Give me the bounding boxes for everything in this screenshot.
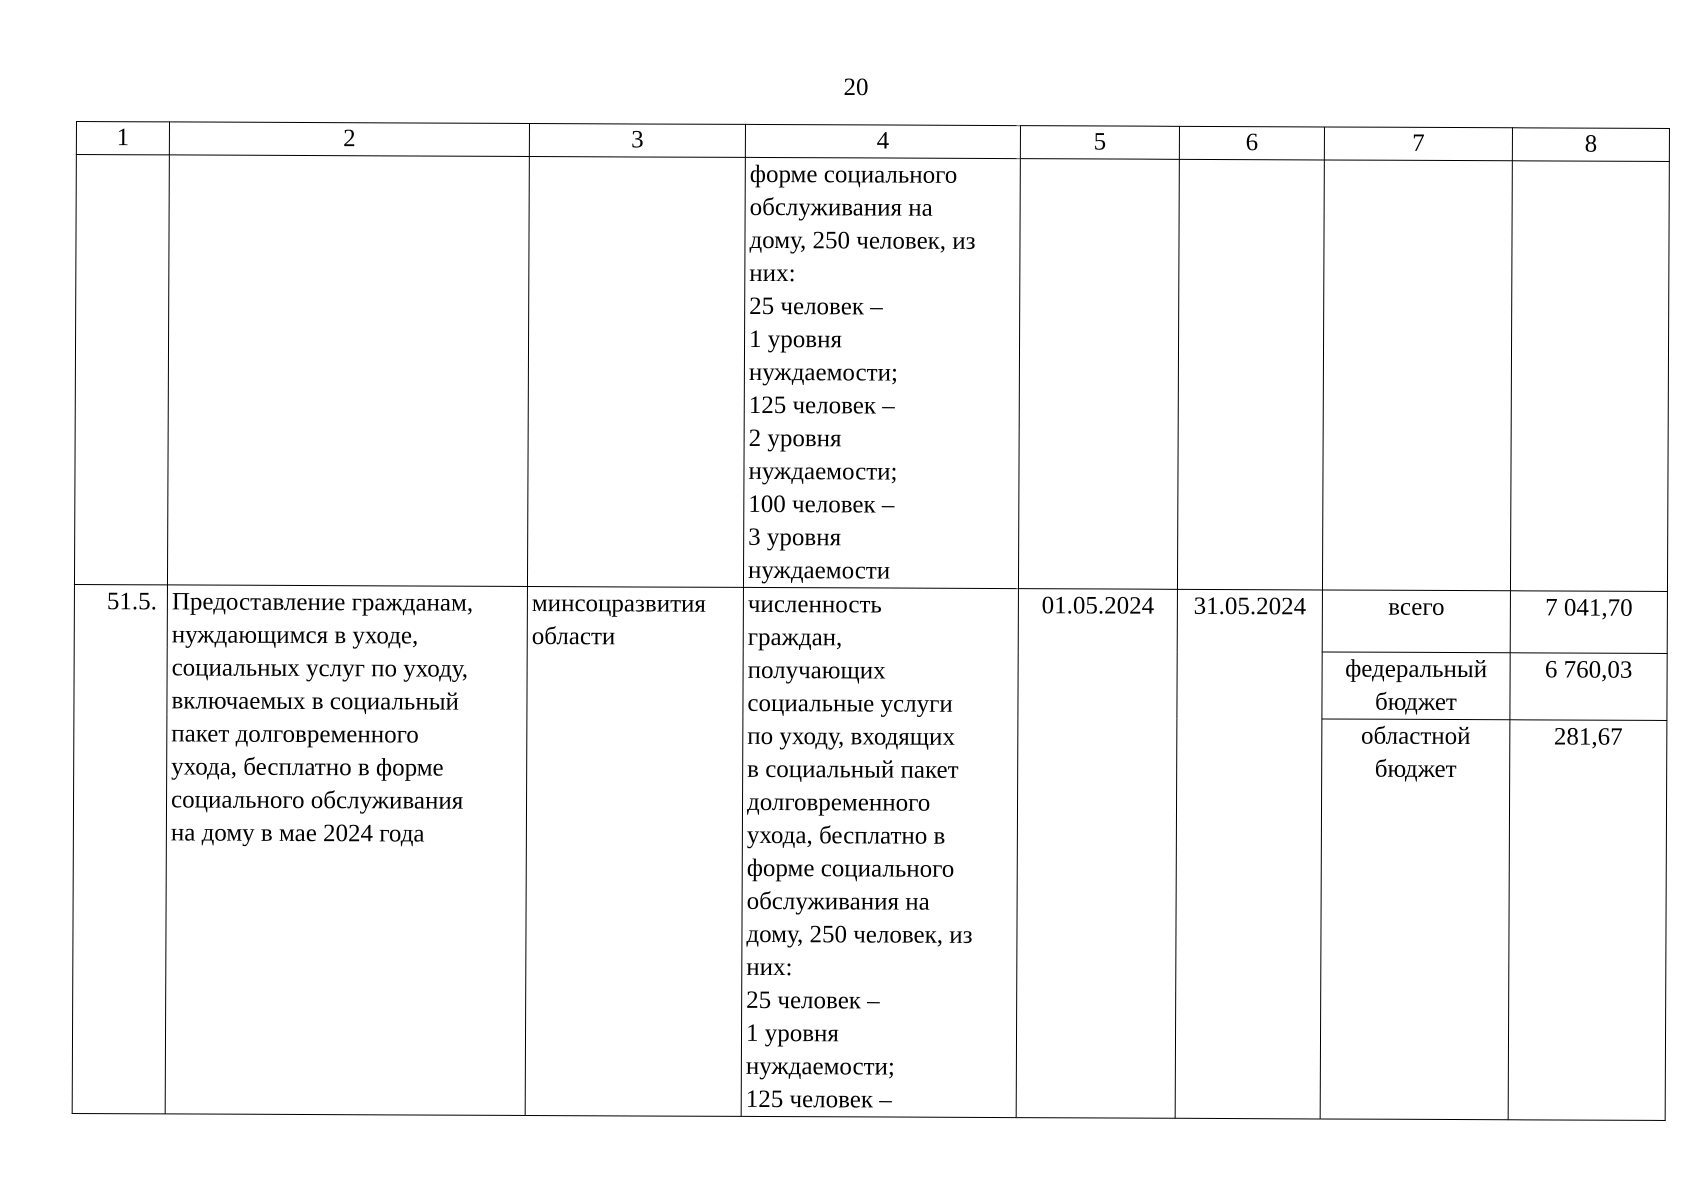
measure-description (165, 585, 527, 1116)
cell-empty (74, 155, 169, 585)
column-header: 4 (745, 124, 1020, 158)
text-line: по уходу, входящих (747, 722, 956, 751)
row-number: 51.5. (72, 584, 167, 1113)
text-line: форме социального (746, 854, 955, 883)
text-line: 25 человек – (749, 292, 883, 321)
column-header: 6 (1179, 126, 1324, 160)
column-header: 8 (1512, 128, 1669, 162)
funding-amount-regional: 281,67 (1508, 720, 1667, 1121)
continuation-indicator-cell (743, 157, 1020, 588)
text-line: обслуживания на (749, 193, 933, 222)
funding-source-regional (1320, 719, 1510, 1120)
text-line: 25 человек – (746, 986, 880, 1015)
text-line: нуждаемости; (748, 358, 898, 387)
text-line: численность (747, 590, 882, 619)
text-line: социального обслуживания (170, 786, 464, 815)
column-header: 2 (169, 122, 529, 157)
text-line: получающих (747, 656, 886, 685)
text-line: в социальный пакет (747, 755, 959, 784)
text-line: пакет долговременного (171, 720, 419, 749)
text-line: дому, 250 человек, из (749, 226, 976, 255)
text-line: нуждаемости; (745, 1052, 895, 1081)
text-line: 100 человек – (748, 490, 895, 519)
column-header: 5 (1020, 126, 1179, 160)
text-line: федеральный (1345, 655, 1488, 684)
text-line: нуждающимся в уходе, (171, 621, 419, 650)
text-line: 1 уровня (748, 325, 843, 354)
text-line: них: (746, 953, 793, 982)
text-line: форме социального (749, 160, 958, 189)
text-line: области (531, 622, 616, 651)
text-line: областной (1361, 722, 1471, 751)
column-header: 3 (529, 123, 745, 157)
text-line: нуждаемости; (748, 457, 898, 486)
text-line: 1 уровня (745, 1019, 840, 1048)
page-number: 20 (843, 74, 869, 101)
text-line: долговременного (746, 788, 931, 817)
cell-empty (1510, 161, 1669, 592)
row-51-5-total (74, 584, 1667, 653)
funding-source-federal (1322, 652, 1510, 720)
text-line: 3 уровня (748, 523, 842, 552)
end-date: 31.05.2024 (1175, 589, 1322, 1119)
text-line: 125 человек – (745, 1085, 892, 1114)
text-line: бюджет (1375, 688, 1457, 717)
text-line: 2 уровня (748, 424, 842, 453)
funding-amount-federal: 6 760,03 (1510, 653, 1667, 721)
executor-cell (525, 586, 743, 1116)
funding-amount-total: 7 041,70 (1510, 591, 1667, 654)
start-date: 01.05.2024 (1016, 589, 1177, 1119)
text-line: Предоставление гражданам, (171, 588, 474, 617)
cell-empty (1018, 159, 1179, 590)
cell-empty (1322, 160, 1512, 591)
text-line: них: (749, 259, 796, 288)
indicator-cell (741, 587, 1018, 1117)
text-line: включаемых в социальный (171, 687, 459, 716)
text-line: 125 человек – (748, 391, 895, 420)
text-line: ухода, бесплатно в (746, 821, 946, 850)
text-line: бюджет (1374, 755, 1457, 784)
funding-source-total (1322, 590, 1510, 653)
column-header: 1 (76, 122, 169, 155)
text-line: ухода, бесплатно в форме (171, 753, 444, 782)
plan-table (72, 121, 1670, 1121)
continuation-row (74, 155, 1669, 592)
cell-empty (527, 156, 745, 587)
text-line: дому, 250 человек, из (746, 920, 973, 949)
text-line: граждан, (747, 623, 843, 652)
text-line: на дому в мае 2024 года (170, 819, 425, 848)
cell-empty (167, 155, 529, 587)
text-line: всего (1388, 593, 1445, 621)
text-line: социальных услуг по уходу, (171, 654, 469, 683)
text-line: нуждаемости (747, 556, 891, 585)
text-line: минсоцразвития (531, 589, 706, 618)
text-line: социальные услуги (747, 689, 953, 718)
text-line: обслуживания на (746, 887, 930, 916)
column-header: 7 (1324, 127, 1512, 161)
cell-empty (1177, 159, 1324, 590)
